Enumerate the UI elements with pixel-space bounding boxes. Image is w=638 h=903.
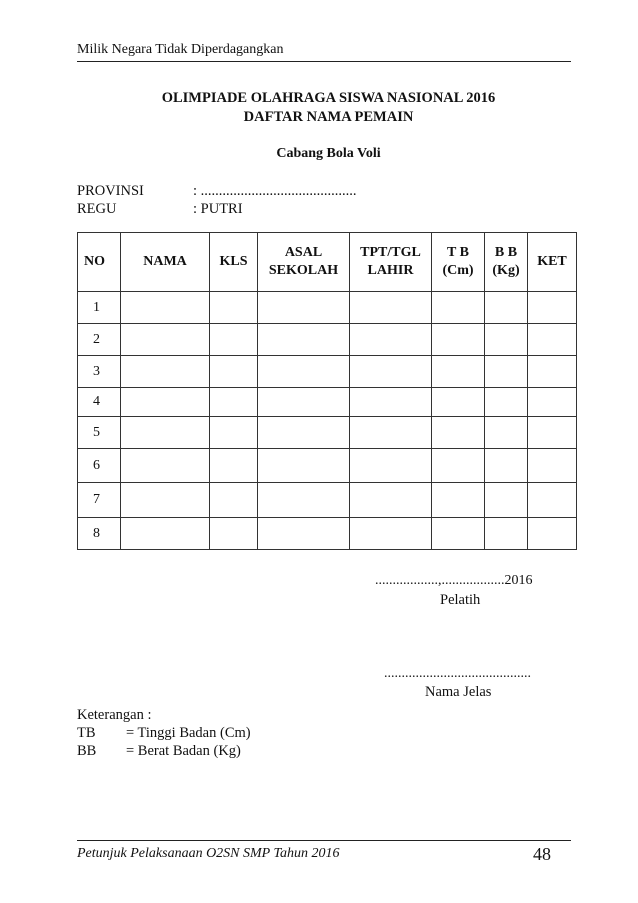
note-term: TB [77,725,96,741]
bb-cell [485,483,528,518]
ket-cell [528,483,577,518]
page-number: 48 [533,844,551,864]
sport-branch: Cabang Bola Voli [276,146,381,161]
footer-divider [77,840,571,841]
tb-cell [432,483,485,518]
table-row [78,417,577,449]
bb-cell [485,356,528,388]
ket-cell [528,356,577,388]
tpt-tgl-lahir-cell [350,449,432,483]
row-number: 5 [78,417,121,449]
col-header-kls: KLS [210,233,258,292]
ket-cell [528,292,577,324]
tb-cell [432,449,485,483]
row-number: 7 [78,483,121,518]
ket-cell [528,417,577,449]
bb-cell [485,388,528,417]
signature-name-label: Nama Jelas [425,684,492,700]
tb-cell [432,388,485,417]
asal-sekolah-cell [258,324,350,356]
signature-role: Pelatih [440,592,481,608]
asal-sekolah-cell [258,483,350,518]
col-header-tb: T B (Cm) [432,233,485,292]
table-row [78,292,577,324]
table-row [78,483,577,518]
row-number: 2 [78,324,121,356]
tpt-tgl-lahir-cell [350,388,432,417]
page-footer: Petunjuk Pelaksanaan O2SN SMP Tahun 2016 [77,846,340,861]
nama-cell [121,388,210,417]
ket-cell [528,324,577,356]
kls-cell [210,324,258,356]
bb-cell [485,417,528,449]
col-header-nama: NAMA [121,233,210,292]
nama-cell [121,483,210,518]
tpt-tgl-lahir-cell [350,518,432,550]
tb-cell [432,356,485,388]
provinsi-value: : ........................................... [193,183,357,199]
table-row [78,388,577,417]
tb-cell [432,417,485,449]
bb-cell [485,324,528,356]
asal-sekolah-cell [258,388,350,417]
signature-date: ..................,..................2016 [375,573,533,588]
table-header-row [78,233,577,292]
kls-cell [210,483,258,518]
nama-cell [121,324,210,356]
col-header-bb: B B (Kg) [485,233,528,292]
ket-cell [528,449,577,483]
page-header: Milik Negara Tidak Diperdagangkan [77,42,284,57]
nama-cell [121,449,210,483]
document-subtitle: DAFTAR NAMA PEMAIN [243,109,414,125]
table-row [78,518,577,550]
tpt-tgl-lahir-cell [350,483,432,518]
asal-sekolah-cell [258,449,350,483]
nama-cell [121,518,210,550]
note-term: BB [77,743,97,759]
row-number: 6 [78,449,121,483]
notes-title: Keterangan : [77,707,152,723]
bb-cell [485,449,528,483]
kls-cell [210,388,258,417]
ket-cell [528,518,577,550]
player-list-table [77,232,577,550]
col-header-asal-sekolah: ASAL SEKOLAH [258,233,350,292]
kls-cell [210,417,258,449]
table-row [78,356,577,388]
col-header-no: NO [78,233,121,292]
tb-cell [432,518,485,550]
regu-value: : PUTRI [193,201,243,217]
nama-cell [121,417,210,449]
bb-cell [485,292,528,324]
tb-cell [432,324,485,356]
tpt-tgl-lahir-cell [350,324,432,356]
kls-cell [210,356,258,388]
asal-sekolah-cell [258,518,350,550]
col-header-ket: KET [528,233,577,292]
kls-cell [210,449,258,483]
ket-cell [528,388,577,417]
tpt-tgl-lahir-cell [350,417,432,449]
row-number: 1 [78,292,121,324]
kls-cell [210,292,258,324]
row-number: 3 [78,356,121,388]
asal-sekolah-cell [258,417,350,449]
row-number: 8 [78,518,121,550]
nama-cell [121,356,210,388]
asal-sekolah-cell [258,356,350,388]
nama-cell [121,292,210,324]
asal-sekolah-cell [258,292,350,324]
note-definition: = Berat Badan (Kg) [126,743,241,759]
tpt-tgl-lahir-cell [350,292,432,324]
document-title: OLIMPIADE OLAHRAGA SISWA NASIONAL 2016 [161,90,496,106]
kls-cell [210,518,258,550]
col-header-tpt-tgl-lahir: TPT/TGL LAHIR [350,233,432,292]
table-row [78,449,577,483]
tb-cell [432,292,485,324]
tpt-tgl-lahir-cell [350,356,432,388]
bb-cell [485,518,528,550]
row-number: 4 [78,388,121,417]
note-definition: = Tinggi Badan (Cm) [126,725,251,741]
signature-line: .......................................... [384,666,531,681]
regu-label: REGU [77,201,117,217]
header-divider [77,61,571,62]
provinsi-label: PROVINSI [77,183,144,199]
table-row [78,324,577,356]
